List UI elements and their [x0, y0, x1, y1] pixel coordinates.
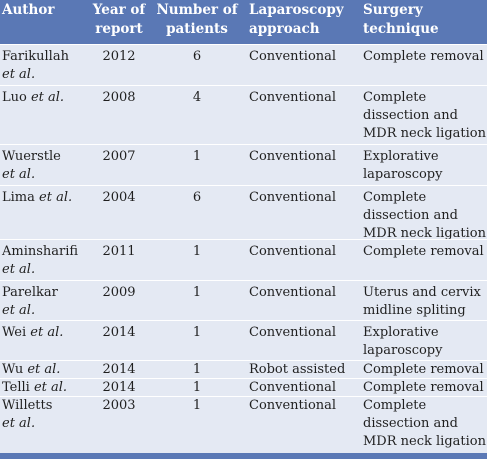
- cell-technique: Complete dissection and MDR neck ligation: [363, 90, 486, 141]
- cell-author: Luo et al.: [2, 90, 65, 105]
- cell-technique: Explorative laparoscopy: [363, 325, 443, 358]
- table-row: [0, 185, 487, 239]
- header-technique: Surgery technique: [363, 2, 439, 37]
- cell-year: 2014: [102, 380, 136, 395]
- table-row: [0, 320, 487, 360]
- header-number: Number of patients: [156, 2, 238, 37]
- cell-technique: Complete removal: [363, 362, 484, 377]
- cell-year: 2004: [102, 190, 136, 205]
- cell-approach: Conventional: [249, 325, 337, 340]
- cell-patients: 6: [192, 49, 202, 64]
- cell-year: 2014: [102, 362, 136, 377]
- cell-technique: Complete dissection and MDR neck ligation: [363, 190, 486, 241]
- cell-approach: Conventional: [249, 380, 337, 395]
- cell-author: Willetts et al.: [2, 398, 53, 431]
- cell-patients: 4: [192, 90, 202, 105]
- cell-year: 2012: [102, 49, 136, 64]
- cell-patients: 6: [192, 190, 202, 205]
- cell-approach: Conventional: [249, 398, 337, 413]
- table-row: [0, 280, 487, 320]
- cell-year: 2008: [102, 90, 136, 105]
- cell-author: Parelkar et al.: [2, 285, 58, 318]
- table-row: [0, 378, 487, 396]
- cell-year: 2003: [102, 398, 136, 413]
- table-row: [0, 144, 487, 185]
- cell-author: Wei et al.: [2, 325, 64, 340]
- cell-technique: Complete dissection and MDR neck ligation: [363, 398, 486, 449]
- cell-technique: Explorative laparoscopy: [363, 149, 443, 182]
- cell-approach: Conventional: [249, 244, 337, 259]
- cell-year: 2011: [102, 244, 136, 259]
- cell-author: Lima et al.: [2, 190, 73, 205]
- table-bottom-border: [0, 453, 487, 459]
- table-row: [0, 396, 487, 453]
- cell-technique: Uterus and cervix midline spliting: [363, 285, 481, 318]
- cell-approach: Robot assisted: [249, 362, 346, 377]
- cell-approach: Conventional: [249, 149, 337, 164]
- table-header: [0, 0, 487, 44]
- cell-approach: Conventional: [249, 285, 337, 300]
- cell-author: Wu et al.: [2, 362, 61, 377]
- table-row: [0, 360, 487, 378]
- cell-patients: 1: [192, 244, 202, 259]
- cell-author: Aminsharifi et al.: [2, 244, 79, 277]
- cell-patients: 1: [192, 380, 202, 395]
- cell-patients: 1: [192, 285, 202, 300]
- table-row: [0, 85, 487, 144]
- cell-author: Wuerstle et al.: [2, 149, 61, 182]
- header-year: Year of report: [92, 2, 146, 37]
- cell-year: 2009: [102, 285, 136, 300]
- table-row: [0, 239, 487, 280]
- cell-author: Farikullah et al.: [2, 49, 69, 82]
- cell-technique: Complete removal: [363, 380, 484, 395]
- cell-approach: Conventional: [249, 49, 337, 64]
- cell-approach: Conventional: [249, 190, 337, 205]
- cell-author: Telli et al.: [2, 380, 68, 395]
- table-row: [0, 44, 487, 85]
- cell-year: 2007: [102, 149, 136, 164]
- cell-year: 2014: [102, 325, 136, 340]
- cell-patients: 1: [192, 149, 202, 164]
- header-approach: Laparoscopy approach: [249, 2, 344, 37]
- cell-technique: Complete removal: [363, 244, 484, 259]
- cell-technique: Complete removal: [363, 49, 484, 64]
- cell-approach: Conventional: [249, 90, 337, 105]
- cell-patients: 1: [192, 398, 202, 413]
- cell-patients: 1: [192, 362, 202, 377]
- header-author: Author: [2, 2, 55, 18]
- cell-patients: 1: [192, 325, 202, 340]
